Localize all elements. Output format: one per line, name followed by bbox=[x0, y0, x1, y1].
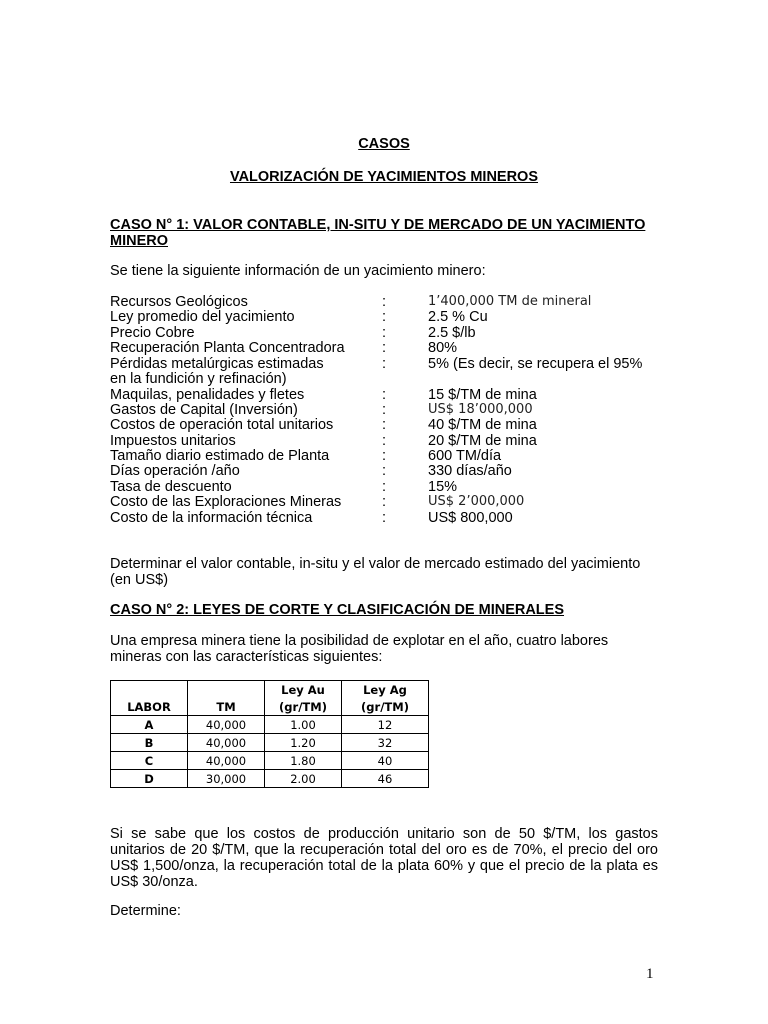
row-label: Costos de operación total unitarios bbox=[110, 417, 334, 433]
row-label: Recuperación Planta Concentradora bbox=[110, 340, 345, 356]
table-header-cell: (gr/TM) bbox=[342, 698, 429, 716]
row-colon: : bbox=[382, 417, 387, 433]
case1-intro: Se tiene la siguiente información de un yacimiento minero: bbox=[110, 263, 486, 279]
data-row bbox=[110, 510, 670, 526]
row-value: 600 TM/día bbox=[428, 448, 502, 464]
table-header-row bbox=[111, 681, 429, 699]
row-label: Impuestos unitarios bbox=[110, 433, 236, 449]
row-label: Precio Cobre bbox=[110, 325, 195, 341]
row-value: US$ 800,000 bbox=[428, 510, 513, 526]
row-label: Tamaño diario estimado de Planta bbox=[110, 448, 330, 464]
table-cell: B bbox=[111, 734, 188, 752]
table-cell: 40,000 bbox=[188, 752, 265, 770]
row-value: 80% bbox=[428, 340, 458, 356]
row-colon: : bbox=[382, 325, 387, 341]
data-row bbox=[110, 448, 670, 464]
row-label: en la fundición y refinación) bbox=[110, 371, 287, 387]
row-value: 20 $/TM de mina bbox=[428, 433, 537, 449]
row-value: 2.5 $/lb bbox=[428, 325, 476, 341]
row-label: Maquilas, penalidades y fletes bbox=[110, 387, 305, 403]
case1-heading: CASO N° 1: VALOR CONTABLE, IN-SITU Y DE MERCADO DE UN YACIMIENTO MINERO bbox=[110, 217, 646, 249]
row-colon: : bbox=[382, 340, 387, 356]
case2-heading: CASO N° 2: LEYES DE CORTE Y CLASIFICACIÓN DE MINERALES bbox=[110, 602, 565, 618]
case1-task: Determinar el valor contable, in-situ y el valor de mercado estimado del yacimiento (en US$) bbox=[110, 556, 641, 588]
table-header-cell bbox=[111, 681, 188, 699]
row-colon: : bbox=[382, 387, 387, 403]
row-colon: : bbox=[382, 448, 387, 464]
page-number: 1 bbox=[646, 966, 654, 982]
row-value: 330 días/año bbox=[428, 463, 512, 479]
table-header-cell: Ley Ag bbox=[342, 681, 429, 699]
row-value: US$ 2’000,000 bbox=[428, 494, 525, 509]
row-value: 40 $/TM de mina bbox=[428, 417, 537, 433]
row-colon: : bbox=[382, 510, 387, 526]
row-label: Costo de la información técnica bbox=[110, 510, 313, 526]
data-row bbox=[110, 309, 670, 325]
case2-conditions: Si se sabe que los costos de producción unitario son de 50 $/TM, los gastos unitarios de 20 $/TM, que la recuperación total del oro es de 70%, el precio del oro US$ 1,500/onza, la recuperación total de la plata 60% y que el precio de la plata es US$ 30/onza. bbox=[110, 826, 658, 890]
row-colon: : bbox=[382, 463, 387, 479]
row-colon: : bbox=[382, 356, 387, 372]
data-row bbox=[110, 494, 670, 510]
table-header-cell bbox=[188, 681, 265, 699]
table-cell: 46 bbox=[342, 770, 429, 788]
row-value: 2.5 % Cu bbox=[428, 309, 488, 325]
row-value: 15% bbox=[428, 479, 458, 495]
row-value: US$ 18’000,000 bbox=[428, 402, 533, 417]
table-header-row bbox=[111, 698, 429, 716]
data-row bbox=[110, 463, 670, 479]
data-row bbox=[110, 325, 670, 341]
document-subtitle: VALORIZACIÓN DE YACIMIENTOS MINEROS bbox=[229, 169, 539, 185]
case2-intro: Una empresa minera tiene la posibilidad de explotar en el año, cuatro labores mineras con las características siguientes: bbox=[110, 633, 609, 665]
data-row bbox=[110, 417, 670, 433]
data-row bbox=[110, 402, 670, 418]
row-label: Tasa de descuento bbox=[110, 479, 232, 495]
table-header-cell: (gr/TM) bbox=[265, 698, 342, 716]
data-row bbox=[110, 356, 670, 372]
table-cell: 1.20 bbox=[265, 734, 342, 752]
data-row bbox=[110, 294, 670, 310]
table-cell: 12 bbox=[342, 716, 429, 734]
row-label: Pérdidas metalúrgicas estimadas bbox=[110, 356, 324, 372]
table-row bbox=[111, 770, 429, 788]
row-label: Costo de las Exploraciones Mineras bbox=[110, 494, 342, 510]
table-cell: D bbox=[111, 770, 188, 788]
document-title: CASOS bbox=[358, 136, 410, 152]
row-colon: : bbox=[382, 479, 387, 495]
table-row bbox=[111, 734, 429, 752]
table-cell: 1.80 bbox=[265, 752, 342, 770]
table-cell: 40,000 bbox=[188, 734, 265, 752]
row-value: 1’400,000 TM de mineral bbox=[428, 294, 592, 309]
table-cell: 30,000 bbox=[188, 770, 265, 788]
table-cell: 2.00 bbox=[265, 770, 342, 788]
table-cell: 1.00 bbox=[265, 716, 342, 734]
table-header-cell: TM bbox=[188, 698, 265, 716]
row-label: Recursos Geológicos bbox=[110, 294, 248, 310]
data-row bbox=[110, 387, 670, 403]
row-colon: : bbox=[382, 402, 387, 418]
table-header-cell: LABOR bbox=[111, 698, 188, 716]
data-row bbox=[110, 479, 670, 495]
table-row bbox=[111, 716, 429, 734]
row-label: Ley promedio del yacimiento bbox=[110, 309, 295, 325]
table-header-cell: Ley Au bbox=[265, 681, 342, 699]
table-row bbox=[111, 752, 429, 770]
data-row bbox=[110, 340, 670, 356]
row-value: 5% (Es decir, se recupera el 95% bbox=[428, 356, 643, 372]
row-colon: : bbox=[382, 309, 387, 325]
row-colon: : bbox=[382, 494, 387, 510]
row-value: 15 $/TM de mina bbox=[428, 387, 537, 403]
table-cell: 40,000 bbox=[188, 716, 265, 734]
data-row bbox=[110, 371, 670, 387]
data-row bbox=[110, 433, 670, 449]
row-label: Gastos de Capital (Inversión) bbox=[110, 402, 298, 418]
table-cell: 40 bbox=[342, 752, 429, 770]
row-label: Días operación /año bbox=[110, 463, 240, 479]
row-colon: : bbox=[382, 294, 387, 310]
table-cell: A bbox=[111, 716, 188, 734]
table-cell: 32 bbox=[342, 734, 429, 752]
table-cell: C bbox=[111, 752, 188, 770]
case2-determine: Determine: bbox=[110, 903, 181, 919]
grades-table bbox=[110, 680, 429, 788]
row-colon: : bbox=[382, 433, 387, 449]
